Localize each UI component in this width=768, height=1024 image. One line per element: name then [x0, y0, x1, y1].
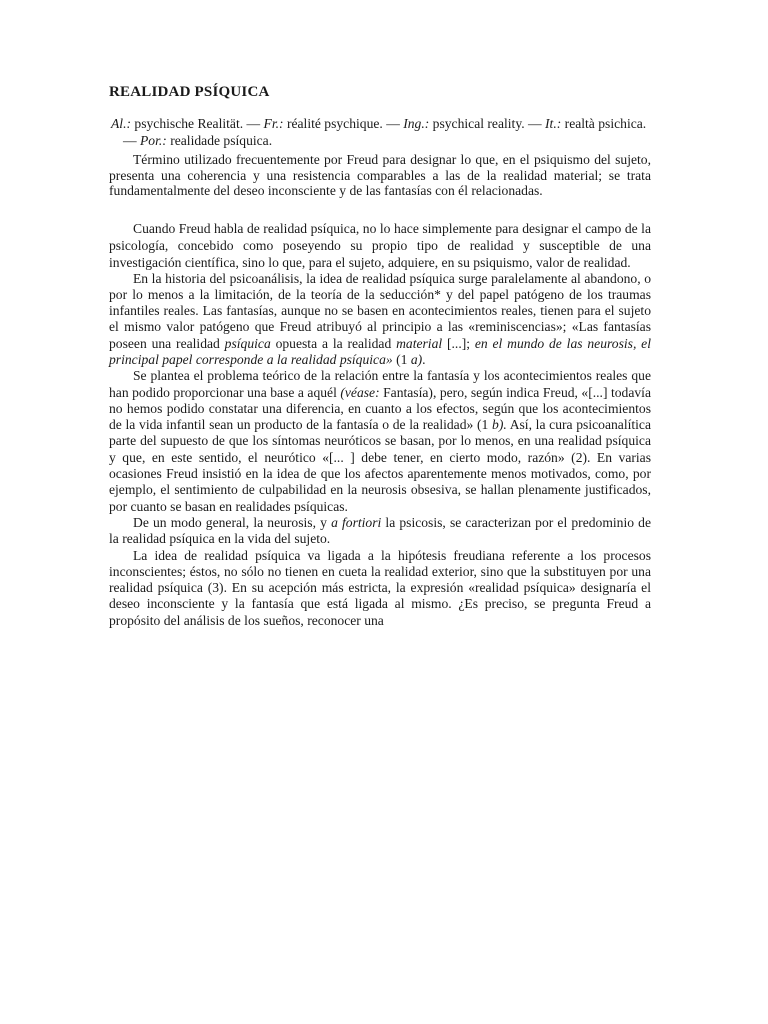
ing-text: psychical reality. —	[429, 116, 546, 131]
p3-text-e: Así, la cura psicoanalítica parte del supuesto de que los síntomas neuróticos se basan, por lo menos, en una realidad psíquica y que, en este sentido, el neurótico «[... ] debe tener, en cierto modo, razón» (2). En varias ocasiones Freud insistió en la idea de que los afectos aparentemente menos motivados, como, por ejemplo, el sentimiento de culpabilidad en la neurosis obsesiva, se hallan plenamente justificados, por cuanto se basan en realidades psíquicas.	[109, 417, 651, 514]
it-text: realtà psichica. —	[123, 116, 647, 148]
p2-text-c: opuesta a la realidad	[270, 335, 397, 351]
p2-italic-ref: a)	[410, 351, 423, 367]
p2-text-i: .	[422, 351, 426, 367]
por-label: Por.:	[140, 133, 167, 148]
p2-italic-quote: en el mundo de las neurosis, el principal papel corresponde a la realidad psíquica»	[109, 335, 651, 367]
document-page	[109, 84, 651, 629]
translations-line	[109, 115, 651, 149]
p2-italic-material: material	[396, 335, 443, 351]
body-paragraph-4	[109, 515, 651, 548]
p4-text-a: De un modo general, la neurosis, y	[133, 514, 332, 530]
entry-body	[109, 220, 651, 630]
p3-italic-ref: b).	[492, 417, 507, 433]
p3-italic-vease: (véase:	[340, 384, 380, 400]
p2-text-e: [...];	[442, 335, 475, 351]
entry-definition: Término utilizado frecuentemente por Freud para designar lo que, en el psiquismo del sujeto, presenta una coherencia y una resistencia comparables a las de la realidad material; se trata fundamentalmente del deseo inconsciente y de las fantasías con él relacionadas.	[109, 152, 651, 198]
fr-text: réalité psychique. —	[283, 116, 404, 131]
p2-text-a: En la historia del psicoanálisis, la idea de realidad psíquica surge paralelamente al abandono, o por lo menos a la limitación, de la teoría de la seducción* y del papel patógeno de los traumas infantiles reales. Las fantasías, aunque no se basen en acontecimientos reales, tienen para el sujeto el mismo valor patógeno que Freud atribuyó al principio a las «reminiscencias»; «Las fantasías poseen una realidad	[109, 270, 651, 351]
ing-label: Ing.:	[403, 116, 430, 131]
p3-text-c: Fantasía), pero, según indica Freud, «[...] todavía no hemos podido constatar una diferencia, en cuanto a los efectos, según que los acontecimientos de la vida infantil sean un producto de la fantasía o de la realidad» (1	[109, 384, 651, 433]
body-paragraph-3	[109, 368, 651, 515]
p3-text-a: Se plantea el problema teórico de la relación entre la fantasía y los acontecimientos reales que han podido proporcionar una base a aquél	[109, 368, 651, 400]
body-paragraph-2	[109, 271, 651, 369]
al-label: Al.:	[111, 116, 132, 131]
body-paragraph-5: La idea de realidad psíquica va ligada a la hipótesis freudiana referente a los procesos inconscientes; éstos, no sólo no tienen en cueta la realidad exterior, sino que la substituyen por una realidad psíquica (3). En su acepción más estricta, la expresión «realidad psíquica» designaría el deseo inconsciente y la fantasía que está ligada al mismo. ¿Es preciso, se pregunta Freud a propósito del análisis de los sueños, reconocer una	[109, 547, 651, 628]
it-label: It.:	[545, 116, 562, 131]
body-paragraph-1: Cuando Freud habla de realidad psíquica, no lo hace simplemente para designar el campo de la psicología, concebido como poseyendo su propio tipo de realidad y susceptible de una investigación científica, sino lo que, para el sujeto, adquiere, en su psiquismo, valor de realidad.	[109, 220, 651, 270]
al-text: psychische Realität. —	[131, 116, 264, 131]
p2-text-g: (1	[392, 351, 411, 367]
fr-label: Fr.:	[263, 116, 284, 131]
p4-text-c: la psicosis, se caracterizan por el predominio de la realidad psíquica en la vida del sujeto.	[109, 514, 651, 547]
entry-title: REALIDAD PSÍQUICA	[109, 84, 270, 100]
por-text: realidade psíquica.	[166, 133, 273, 148]
p2-italic-psiquica: psíquica	[224, 335, 271, 351]
p4-italic-a-fortiori: a fortiori	[331, 514, 382, 530]
